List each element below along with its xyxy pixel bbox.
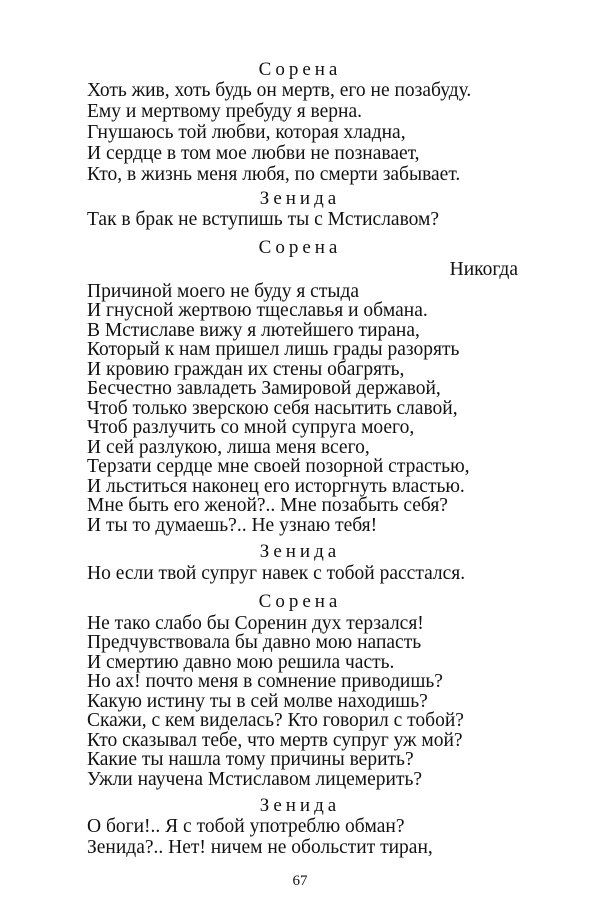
speaker-name: Зенида bbox=[259, 795, 341, 816]
verse-line: Чтоб только зверскою себя насытить славой, bbox=[87, 398, 458, 419]
verse-line: Какие ты нашла тому причины верить? bbox=[87, 749, 414, 770]
verse-line-continuation: Никогда bbox=[449, 259, 518, 280]
verse-line: И льститься наконец его исторгнуть властью. bbox=[87, 476, 465, 497]
verse-line: Терзати сердце мне своей позорной страстью, bbox=[87, 456, 470, 477]
verse-line: Какую истину ты в сей молве находишь? bbox=[87, 691, 428, 712]
verse-line: Хоть жив, хоть будь он мертв, его не позабуду. bbox=[87, 80, 472, 101]
verse-line: Но если твой супруг навек с тобой расстался. bbox=[87, 563, 466, 584]
verse-line: Не тако слабо бы Соренин дух терзался! bbox=[87, 613, 424, 634]
speaker-name: Сорена bbox=[258, 59, 342, 80]
verse-line: Предчувствовала бы давно мою напасть bbox=[87, 632, 422, 653]
verse-line: И смертию давно мою решила часть. bbox=[87, 652, 395, 673]
verse-line: И сей разлукою, лиша меня всего, bbox=[87, 437, 370, 458]
verse-line: Причиной моего не буду я стыда bbox=[87, 281, 360, 302]
verse-line: Так в брак не вступишь ты с Мстиславом? bbox=[87, 209, 440, 230]
verse-line: О боги!.. Я с тобой употреблю обман? bbox=[87, 816, 405, 837]
speaker-name: Зенида bbox=[259, 541, 341, 562]
verse-line: И кровию граждан их стены обагрять, bbox=[87, 359, 405, 380]
verse-line: Кто сказывал тебе, что мертв супруг уж мой? bbox=[87, 730, 463, 751]
verse-line: Гнушаюсь той любви, которая хладна, bbox=[87, 122, 406, 143]
speaker-name: Сорена bbox=[258, 591, 342, 612]
speaker-name: Сорена bbox=[258, 237, 342, 258]
verse-line: Зенида?.. Нет! ничем не обольстит тиран, bbox=[87, 837, 433, 858]
verse-line: В Мстиславе вижу я лютейшего тирана, bbox=[87, 320, 420, 341]
verse-line: Скажи, с кем виделась? Кто говорил с тобой? bbox=[87, 710, 464, 731]
verse-line: И ты то думаешь?.. Не узнаю тебя! bbox=[87, 515, 378, 536]
speaker-name: Зенида bbox=[259, 188, 341, 209]
verse-line: И гнусной жертвою тщеславья и обмана. bbox=[87, 300, 428, 321]
verse-line: И сердце в том мое любви не познавает, bbox=[87, 143, 420, 164]
verse-line: Ужли научена Мстиславом лицемерить? bbox=[87, 769, 423, 790]
verse-line: Ему и мертвому пребуду я верна. bbox=[87, 101, 363, 122]
verse-line: Чтоб разлучить со мной супруга моего, bbox=[87, 417, 415, 438]
page-number: 67 bbox=[292, 873, 308, 889]
verse-line: Кто, в жизнь меня любя, по смерти забывает. bbox=[87, 164, 461, 185]
verse-line: Мне быть его женой?.. Мне позабыть себя? bbox=[87, 495, 448, 516]
verse-line: Который к нам пришел лишь грады разорять bbox=[87, 339, 460, 360]
verse-line: Бесчестно завладеть Замировой державой, bbox=[87, 378, 441, 399]
verse-line: Но ах! почто меня в сомнение приводишь? bbox=[87, 671, 443, 692]
